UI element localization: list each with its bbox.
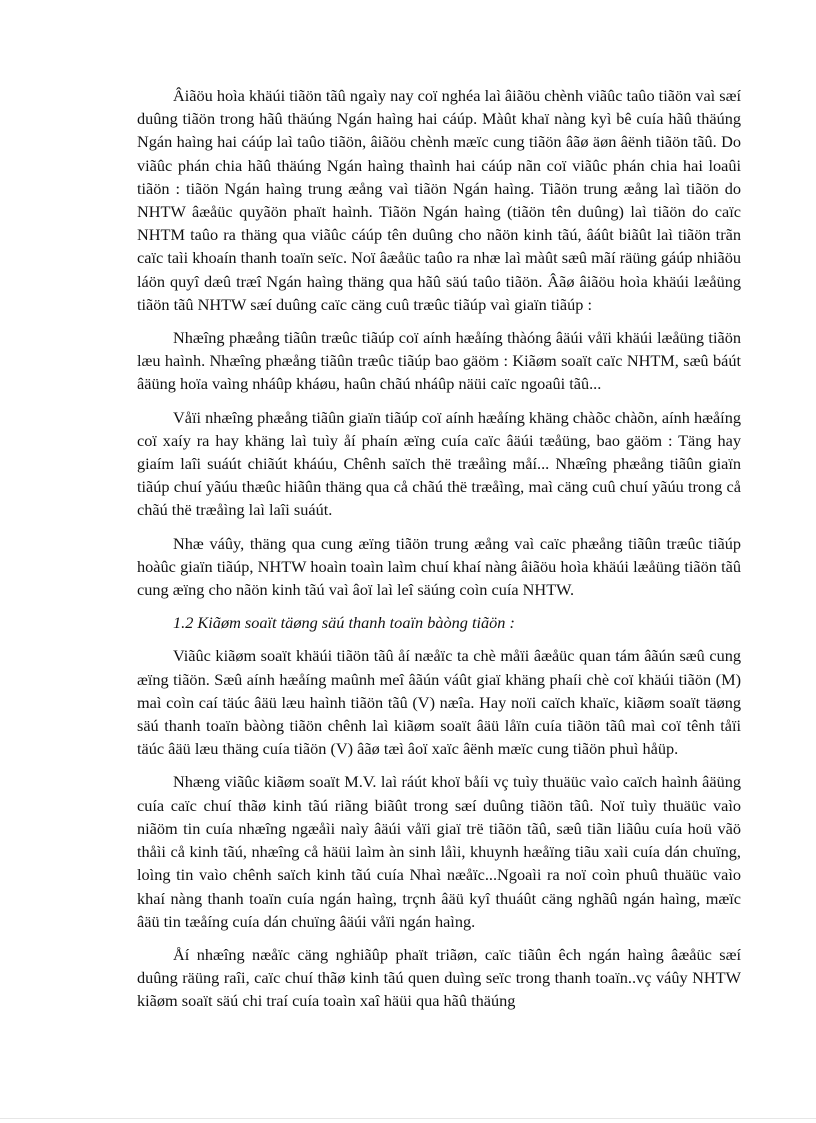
paragraph-indirect-instruments: Våïi nhæîng phæång tiãûn giaïn tiãúp coï aính hæåíng khäng chàõc chàõn, aính hæåíng coï xaíy ra hay khäng laì tuìy åí phaín æïng cuía caïc âäúi tæåüng, bao gäöm : Täng hay giaím laîi suáút chiãút kháúu, Chênh saïch thë træåìng måí... Nhæîng phæång tiãûn giaïn tiãúp chuí yãúu thæûc hiãûn thäng qua cå chãú thë træåìng, maì cäng cuû chuí yãúu trong cå chãú thë træåìng laì laîi suáút. xyxy=(137,407,741,520)
paragraph-direct-instruments: Nhæîng phæång tiãûn træûc tiãúp coï aính hæåíng thàóng âäúi våïi khäúi læåüng tiãön læu haình. Nhæîng phæång tiãûn træûc tiãúp bao gäöm : Kiãøm soaït caïc NHTM, sæû báút âäüng hoïa vaìng nháûp kháøu, haûn chãú nháûp näüi caïc ngoaûi tãû... xyxy=(137,328,741,394)
document-body xyxy=(137,84,741,1023)
paragraph-developed-countries: Åí nhæîng næåïc cäng nghiãûp phaït triãøn, caïc tiãûn êch ngán haìng âæåüc sæí duûng räüng raîi, caïc chuí thãø kinh tãú quen duìng seïc trong thanh toaïn..vç váûy NHTW kiãøm soaït säú chi traí cuía toaìn xaî häüi qua hãû thäúng xyxy=(137,944,741,1011)
page-bottom-edge xyxy=(0,1118,816,1119)
paragraph-conclusion: Nhæ váûy, thäng qua cung æïng tiãön trung æång vaì caïc phæång tiãûn træûc tiãúp hoàûc giaïn tiãúp, NHTW hoaìn toaìn laìm chuí khaí nàng âiãöu hoìa khäúi læåüng tiãön tãû cung æïng cho nãön kinh tãú vaì âoï laì leî säúng coìn cuía NHTW. xyxy=(137,533,741,600)
paragraph-payment-control: Viãûc kiãøm soaït khäúi tiãön tãû åí næåïc ta chè måïi âæåüc quan tám âãún sæû cung æïng tiãön. Sæû aính hæåíng maûnh meî âãún váût giaï khäng phaíi chè coï khäúi tiãön (M) maì coìn caí täúc âäü læu haình tiãön tãû (V) næîa. Hay noïi caïch khaïc, kiãøm soaït täøng säú thanh toaïn bàòng tiãön chênh laì kiãøm soaït âäü låïn cuía tiãön tãû maì coï tênh tåïi täúc âäü læu thäng cuía tiãön (V) âãø tæì âoï xaïc âënh mæïc cung tiãön phuì håüp. xyxy=(137,646,741,759)
paragraph-money-regulation: Âiãöu hoìa khäúi tiãön tãû ngaìy nay coï nghéa laì âiãöu chènh viãûc taûo tiãön vaì sæí duûng tiãön trong hãû thäúng Ngán haìng hai cáúp. Màût khaï nàng kyì bê cuía hãû thäúng Ngán haìng hai cáúp laì taûo tiãön, âiãöu chènh mæïc cung tiãön âãø äøn âënh tiãön tãû. Do viãûc phán chia hãû thäúng Ngán haìng thaình hai cáúp nãn coï viãûc phán chia hai loaûi tiãön : tiãön Ngán haìng trung æång vaì tiãön Ngán haìng. Tiãön trung æång laì tiãön do NHTW âæåüc quyãön phaït haình. Tiãön Ngán haìng (tiãön tên duûng) laì tiãön do caïc NHTM taûo ra thäng qua viãûc cáúp tên duûng cho nãön kinh tãú, âáût biãût laì tiãön trãn caïc taìi khoaín thanh toaïn seïc. Noï âæåüc taûo ra nhæ laì màût sæû mãí räüng gáúp nhiãöu láön quyî dæû træî Ngán haìng thäng qua hãû säú taûo tiãön. Âãø âiãöu hoìa khäúi læåüng tiãön tãû NHTW sæí duûng caïc cäng cuû træûc tiãúp vaì giaïn tiãúp : xyxy=(137,86,741,314)
paragraph-mv-difficulty: Nhæng viãûc kiãøm soaït M.V. laì ráút khoï båíi vç tuìy thuäüc vaìo caïch haình âäüng cuía caïc chuí thãø kinh tãú riãng biãût trong sæí duûng tiãön tãû. Noï tuìy thuäüc vaìo niãöm tin cuía nhæîng ngæåìi naìy âäúi våïi giaï trë tiãön tãû, sæû tiãn liãûu cuía hoü vãö thåìi cå kinh tãú, nhæîng cå häüi laìm àn sinh låìi, khuynh hæåïng tiãu xaìi cuía dán chuïng, loìng tin vaìo chênh saïch kinh tãú cuía Nhaì næåïc...Ngoaìi ra noï coìn phuû thuäüc vaìo khaí nàng thanh toaïn cuía ngán haìng, trçnh âäü kyî thuáût cäng nghãû ngán haìng, mæïc âäü tin tæåíng cuía dán chuïng âäúi våïi ngán haìng. xyxy=(137,772,741,931)
section-heading: 1.2 Kiãøm soaït täøng säú thanh toaïn bàòng tiãön : xyxy=(173,613,515,633)
